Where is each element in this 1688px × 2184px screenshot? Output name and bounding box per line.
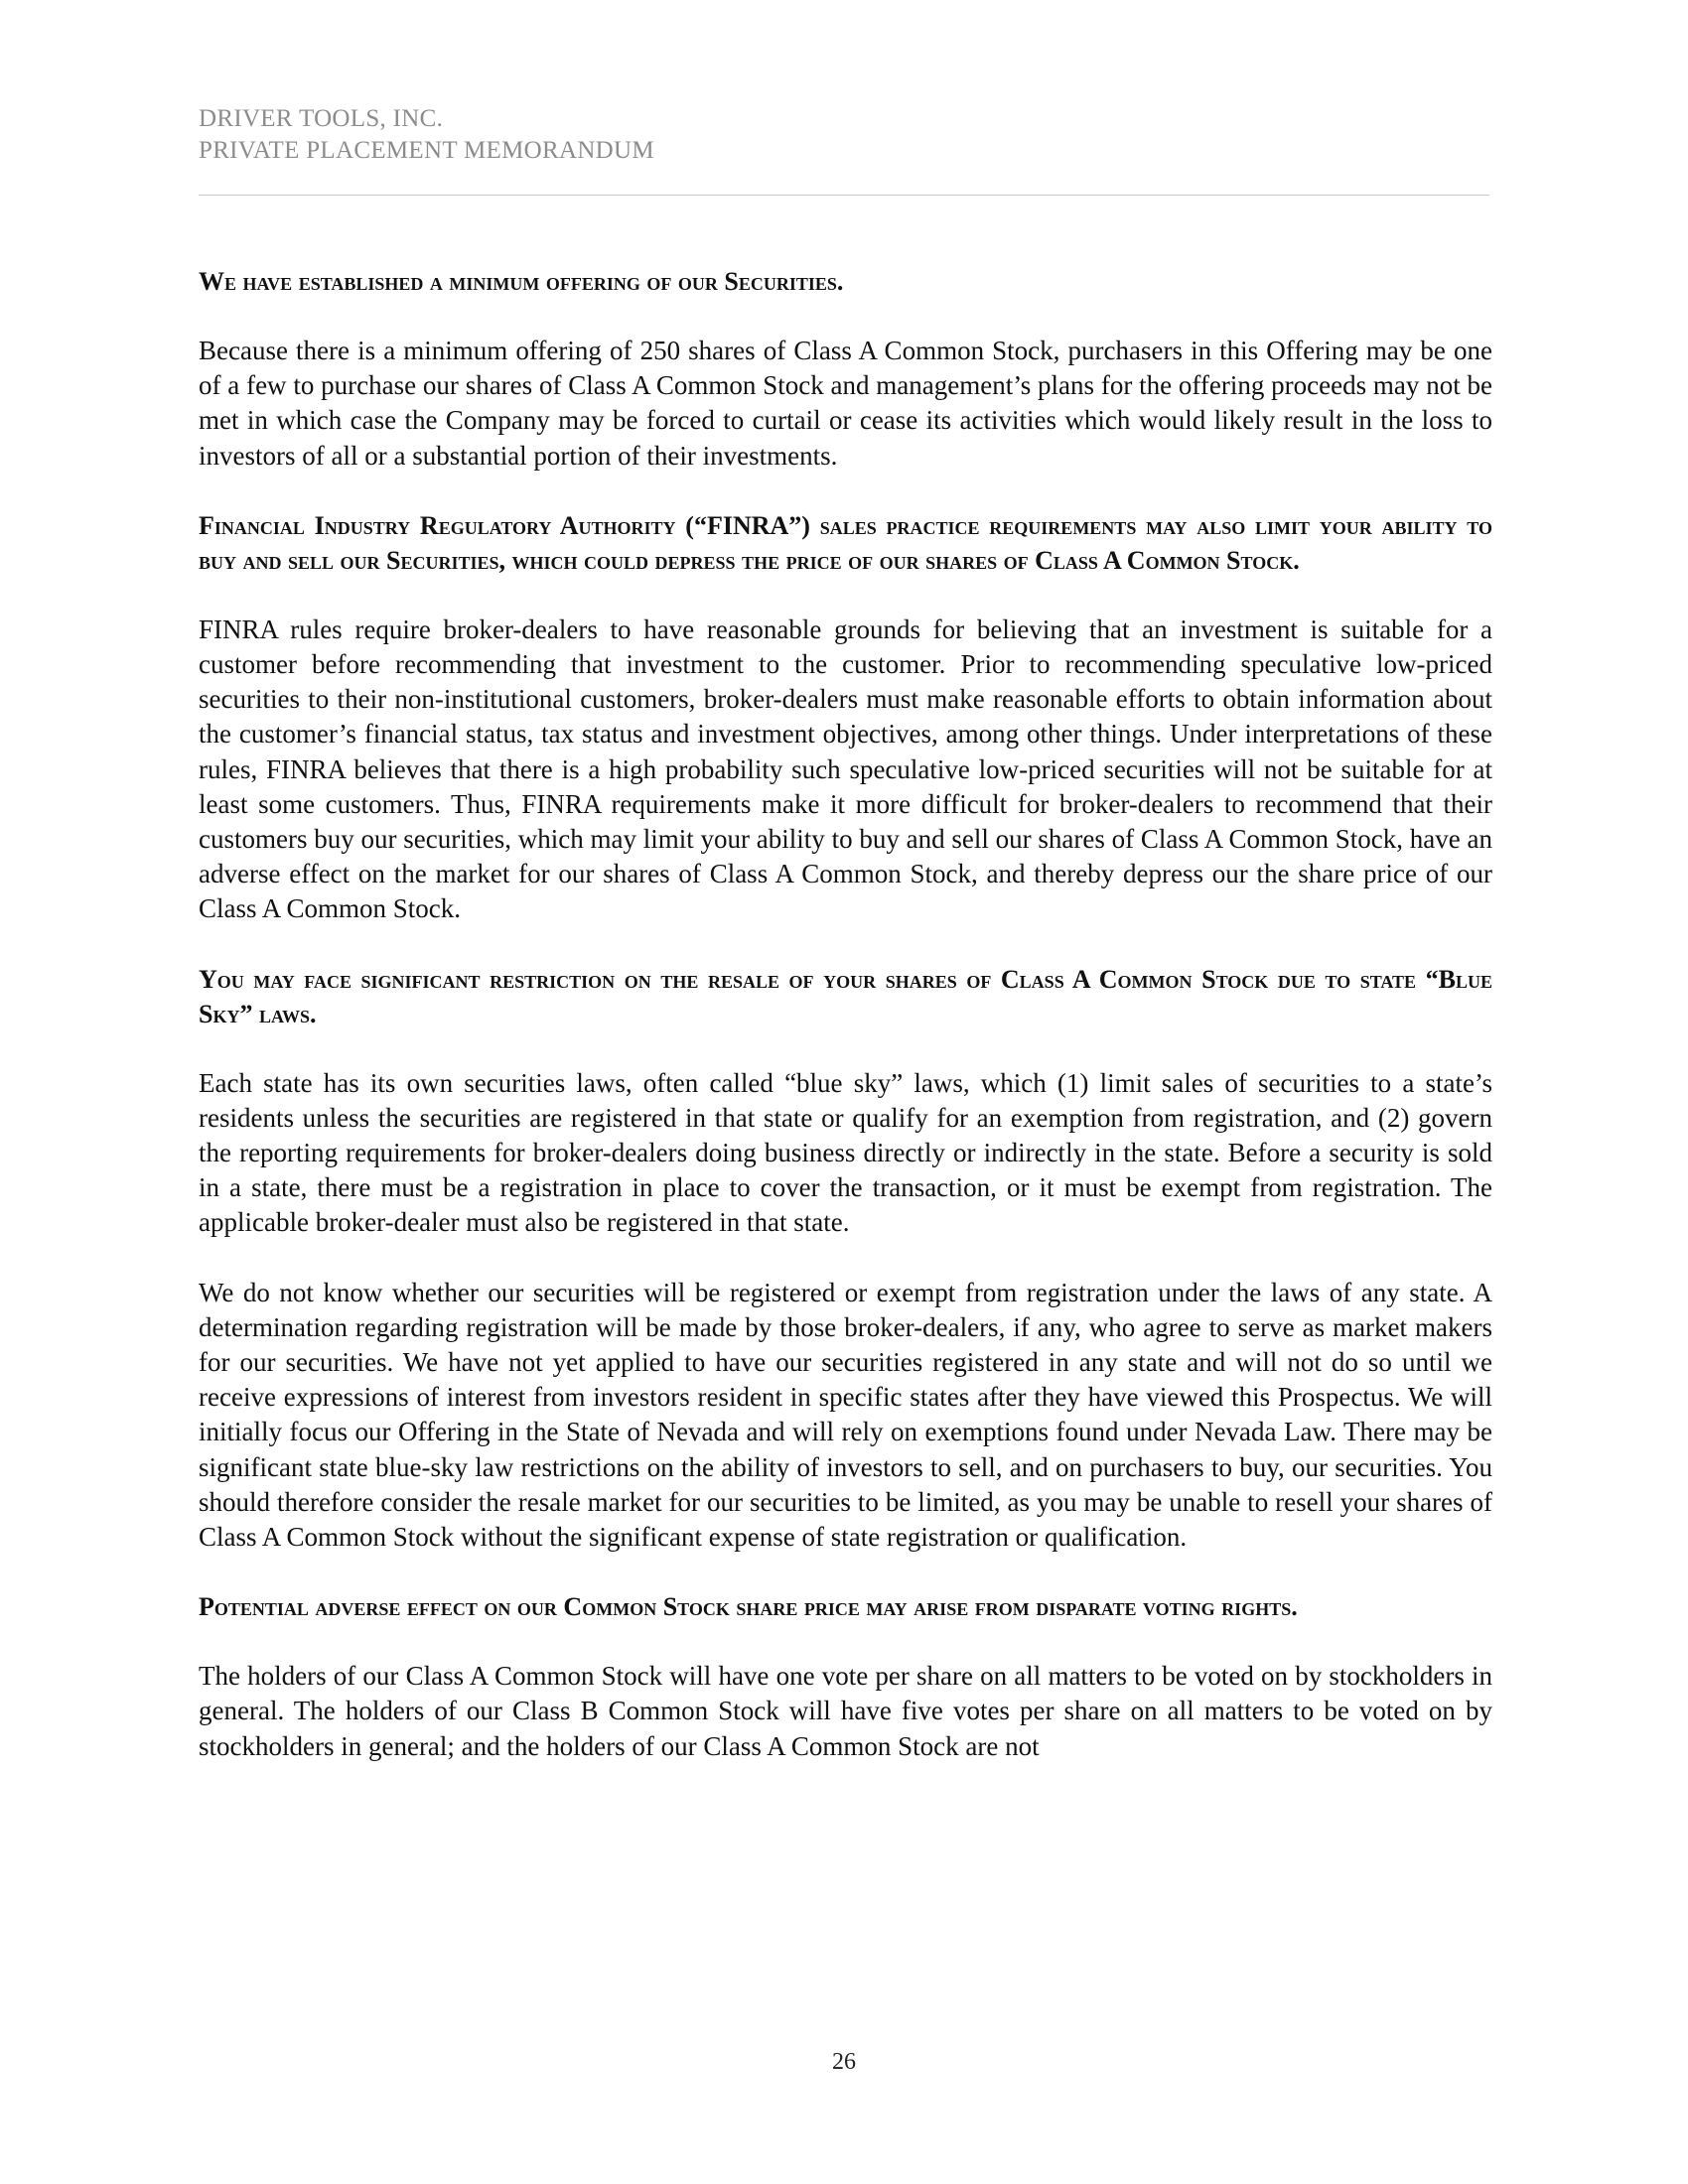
section-blue-sky-laws — [199, 962, 1492, 1556]
section-paragraph: FINRA rules require broker-dealers to have reasonable grounds for believing that an investment is suitable for a customer before recommending that investment to the customer. Prior to recommending speculative low-priced securities to their non-institutional customers, broker-dealers must make reasonable efforts to obtain information about the customer’s financial status, tax status and investment objectives, among other things. Under interpretations of these rules, FINRA believes that there is a high probability such speculative low-priced securities will not be suitable for at least some customers. Thus, FINRA requirements make it more difficult for broker-dealers to recommend that their customers buy our securities, which may limit your ability to buy and sell our shares of Class A Common Stock, have an adverse effect on the market for our shares of Class A Common Stock, and thereby depress our the share price of our Class A Common Stock. — [199, 614, 1492, 924]
section-heading: You may face significant restriction on the resale of your shares of Class A Common Stock due to state “Blue Sky” laws. — [199, 964, 1492, 1028]
section-paragraph: We do not know whether our securities will be registered or exempt from registration under the laws of any state. A determination regarding registration will be made by those broker-dealers, if any, who agree to serve as market makers for our securities. We have not yet applied to have our securities registered in any state and will not do so until we receive expressions of interest from investors resident in specific states after they have viewed this Prospectus. We will initially focus our Offering in the State of Nevada and will rely on exemptions found under Nevada Law. There may be significant state blue-sky law restrictions on the ability of investors to sell, and on purchasers to buy, our securities. You should therefore consider the resale market for our securities to be limited, as you may be unable to resell your shares of Class A Common Stock without the significant expense of state registration or qualification. — [199, 1277, 1492, 1553]
section-disparate-voting-rights — [199, 1589, 1492, 1764]
header-document-type: PRIVATE PLACEMENT MEMORANDUM — [199, 137, 654, 164]
section-paragraph: The holders of our Class A Common Stock will have one vote per share on all matters to be voted on by stockholders in general. The holders of our Class B Common Stock will have five votes per share on all matters to be voted on by stockholders in general; and the holders of our Class A Common Stock are not — [199, 1661, 1492, 1761]
section-heading: Potential adverse effect on our Common Stock share price may arise from disparate voting rights. — [199, 1592, 1298, 1622]
section-heading: We have established a minimum offering of our Securities. — [199, 267, 844, 296]
section-paragraph: Because there is a minimum offering of 250 shares of Class A Common Stock, purchasers in this Offering may be one of a few to purchase our shares of Class A Common Stock and management’s plans for the offering proceeds may not be met in which case the Company may be forced to curtail or cease its activities which would likely result in the loss to investors of all or a substantial portion of their investments. — [199, 336, 1492, 471]
section-paragraph: Each state has its own securities laws, often called “blue sky” laws, which (1) limit sales of securities to a state’s residents unless the securities are registered in that state or qualify for an exemption from registration, and (2) govern the reporting requirements for broker-dealers doing business directly or indirectly in the state. Before a security is sold in a state, there must be a registration in place to cover the transaction, or it must be exempt from registration. The applicable broker-dealer must also be registered in that state. — [199, 1067, 1492, 1238]
section-finra-requirements — [199, 508, 1492, 927]
header-divider — [199, 195, 1489, 196]
document-body — [199, 264, 1492, 1799]
header-company-name: DRIVER TOOLS, INC. — [199, 105, 444, 132]
page-number: 26 — [832, 2049, 856, 2075]
section-minimum-offering — [199, 264, 1492, 474]
section-heading: Financial Industry Regulatory Authority (“FINRA”) sales practice requirements may also limit your ability to buy and sell our Securities, which could depress the price of our shares of Class A Common Stock. — [199, 510, 1492, 575]
page-header — [199, 103, 1489, 167]
